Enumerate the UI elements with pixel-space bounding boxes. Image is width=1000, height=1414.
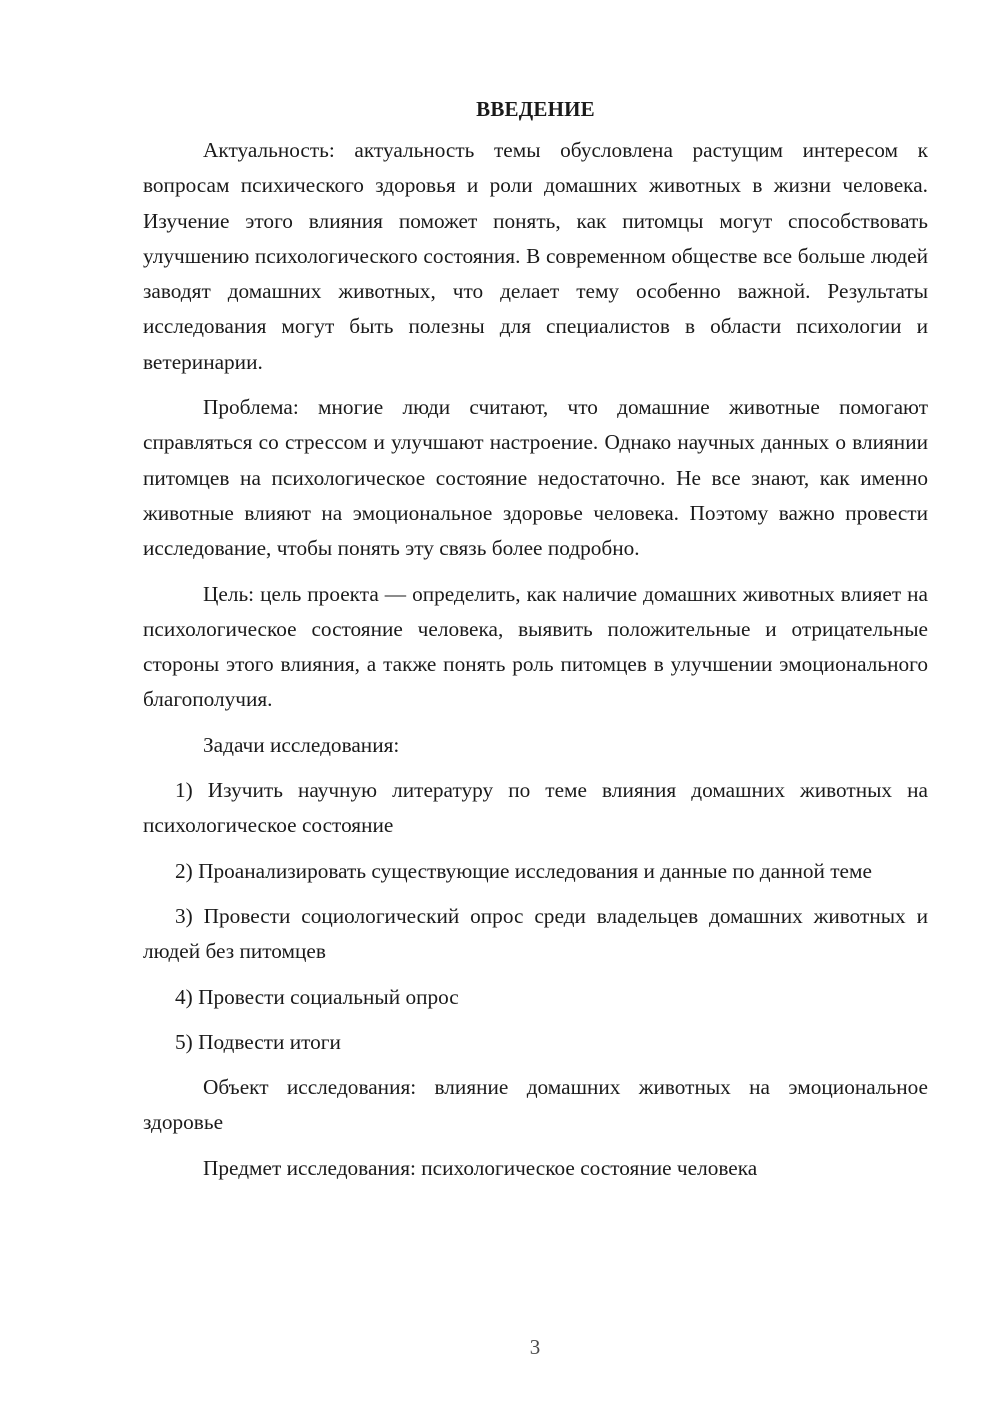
document-page xyxy=(143,92,928,1196)
section-title: ВВЕДЕНИЕ xyxy=(476,97,595,121)
subject-paragraph: Предмет исследования: психологическое состояние человека xyxy=(203,1155,758,1180)
tasks-heading: Задачи исследования: xyxy=(203,732,400,757)
problem-paragraph: Проблема: многие люди считают, что домашние животные помогают справляться со стрессом и улучшают настроение. Однако научных данных о влиянии питомцев на психологическое состояние недостаточно. Не все знают, как именно животные влияют на эмоциональное здоровье человека. Поэтому важно провести исследование, чтобы понять эту связь более подробно. xyxy=(143,395,928,561)
page-number: 3 xyxy=(529,1335,541,1359)
task-item-5: 5) Подвести итоги xyxy=(175,1029,341,1054)
task-item-4: 4) Провести социальный опрос xyxy=(175,984,459,1009)
task-item-2: 2) Проанализировать существующие исследования и данные по данной теме xyxy=(175,858,872,883)
task-item-3: 3) Провести социологический опрос среди владельцев домашних животных и людей без питомцев xyxy=(143,903,928,964)
task-item-1: 1) Изучить научную литературу по теме влияния домашних животных на психологическое состояние xyxy=(143,778,928,838)
goal-paragraph: Цель: цель проекта — определить, как наличие домашних животных влияет на психологическое состояние человека, выявить положительные и отрицательные стороны этого влияния, а также понять роль питомцев в улучшении эмоционального благополучия. xyxy=(143,581,928,712)
object-paragraph: Объект исследования: влияние домашних животных на эмоциональное здоровье xyxy=(143,1075,928,1135)
relevance-paragraph: Актуальность: актуальность темы обусловлена растущим интересом к вопросам психического здоровья и роли домашних животных в жизни человека. Изучение этого влияния поможет понять, как питомцы могут способствовать улучшению психологического состояния. В современном обществе все больше людей заводят домашних животных, что делает тему особенно важной. Результаты исследования могут быть полезны для специалистов в области психологии и ветеринарии. xyxy=(143,138,928,374)
